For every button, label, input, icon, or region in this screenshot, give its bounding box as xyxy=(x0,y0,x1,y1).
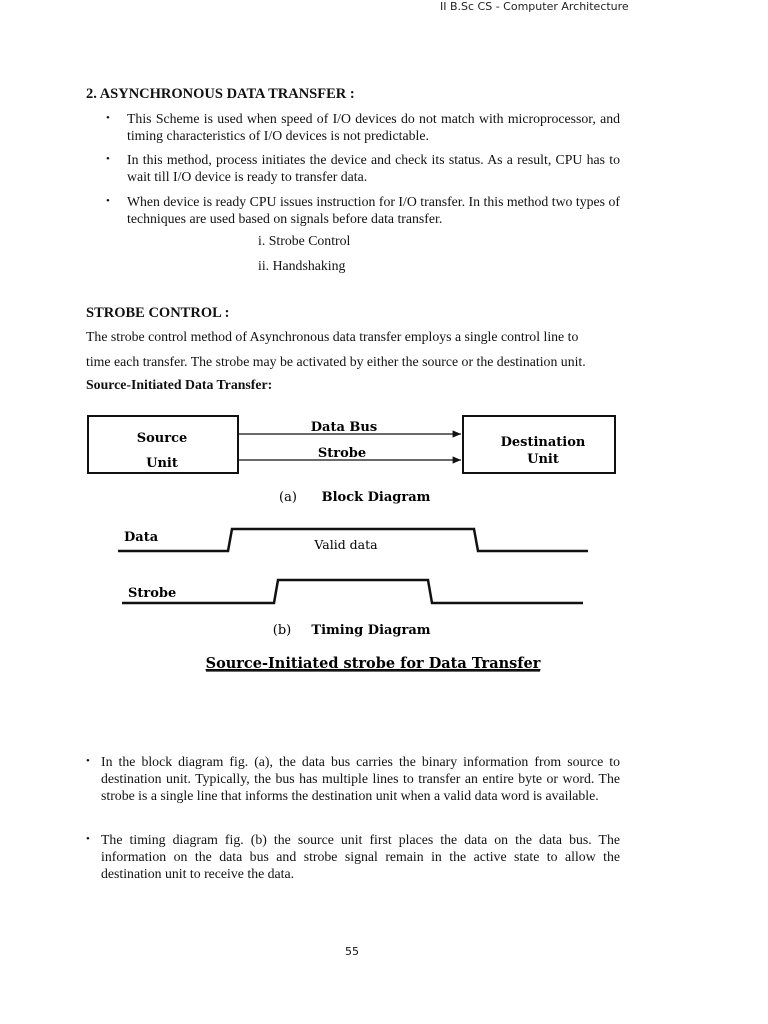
bullet-icon: • xyxy=(106,153,110,165)
explanation-item xyxy=(86,753,620,804)
strobe-paragraph-line-2: time each transfer. The strobe may be activated by either the source or the destination unit. xyxy=(86,354,586,369)
source-unit-label-2: Unit xyxy=(146,456,178,471)
block-diagram-caption: Block Diagram xyxy=(321,490,431,505)
bullet-icon: • xyxy=(106,112,110,124)
source-unit-label: Source xyxy=(136,431,188,446)
timing-diagram-letter: (b) xyxy=(272,623,292,638)
explanation-item xyxy=(86,831,620,882)
strobe-signal-label: Strobe xyxy=(128,586,177,601)
technique-strobe: i. Strobe Control xyxy=(258,233,351,248)
source-initiated-subheading: Source-Initiated Data Transfer: xyxy=(86,377,273,392)
destination-unit-label-2: Unit xyxy=(527,452,559,467)
running-header: II B.Sc CS - Computer Architecture xyxy=(440,0,629,13)
strobe-heading: STROBE CONTROL : xyxy=(86,305,230,321)
timing-diagram-caption: Timing Diagram xyxy=(311,623,431,638)
strobe-line-label: Strobe xyxy=(317,446,367,461)
bullet-text: This Scheme is used when speed of I/O devices do not match with microprocessor, and timing characteristics of I/O devices is not predictable. xyxy=(127,111,620,143)
data-signal-label: Data xyxy=(124,530,159,545)
bullet-text: In this method, process initiates the device and check its status. As a result, CPU has to wait till I/O device is ready to transfer data. xyxy=(127,152,620,184)
destination-unit-label: Destination xyxy=(500,435,586,450)
bullet-text: When device is ready CPU issues instruction for I/O transfer. In this method two types of techniques are used based on signals before data transfer. xyxy=(127,194,620,226)
bullet-icon: • xyxy=(86,755,90,767)
figure-title: Source-Initiated strobe for Data Transfer xyxy=(205,655,541,672)
technique-handshaking: ii. Handshaking xyxy=(258,258,346,273)
section-heading: 2. ASYNCHRONOUS DATA TRANSFER : xyxy=(86,86,355,102)
data-bus-label: Data Bus xyxy=(310,420,378,435)
explanation-text: The timing diagram fig. (b) the source unit first places the data on the data bus. The information on the data bus and strobe signal remain in the active state to allow the destination unit to receive the data. xyxy=(101,832,620,881)
page-number: 55 xyxy=(345,945,359,958)
bullet-icon: • xyxy=(86,833,90,845)
block-diagram-letter: (a) xyxy=(279,490,297,505)
explanation-text: In the block diagram fig. (a), the data bus carries the binary information from source to destination unit. Typically, the bus has multiple lines to transfer an entire byte or word. The strobe is a single line that informs the destination unit when a valid data word is available. xyxy=(101,754,620,803)
strobe-waveform xyxy=(122,580,583,603)
valid-data-label: Valid data xyxy=(314,537,378,552)
strobe-paragraph-line-1: The strobe control method of Asynchronous data transfer employs a single control line to xyxy=(86,329,579,344)
bullet-icon: • xyxy=(106,195,110,207)
